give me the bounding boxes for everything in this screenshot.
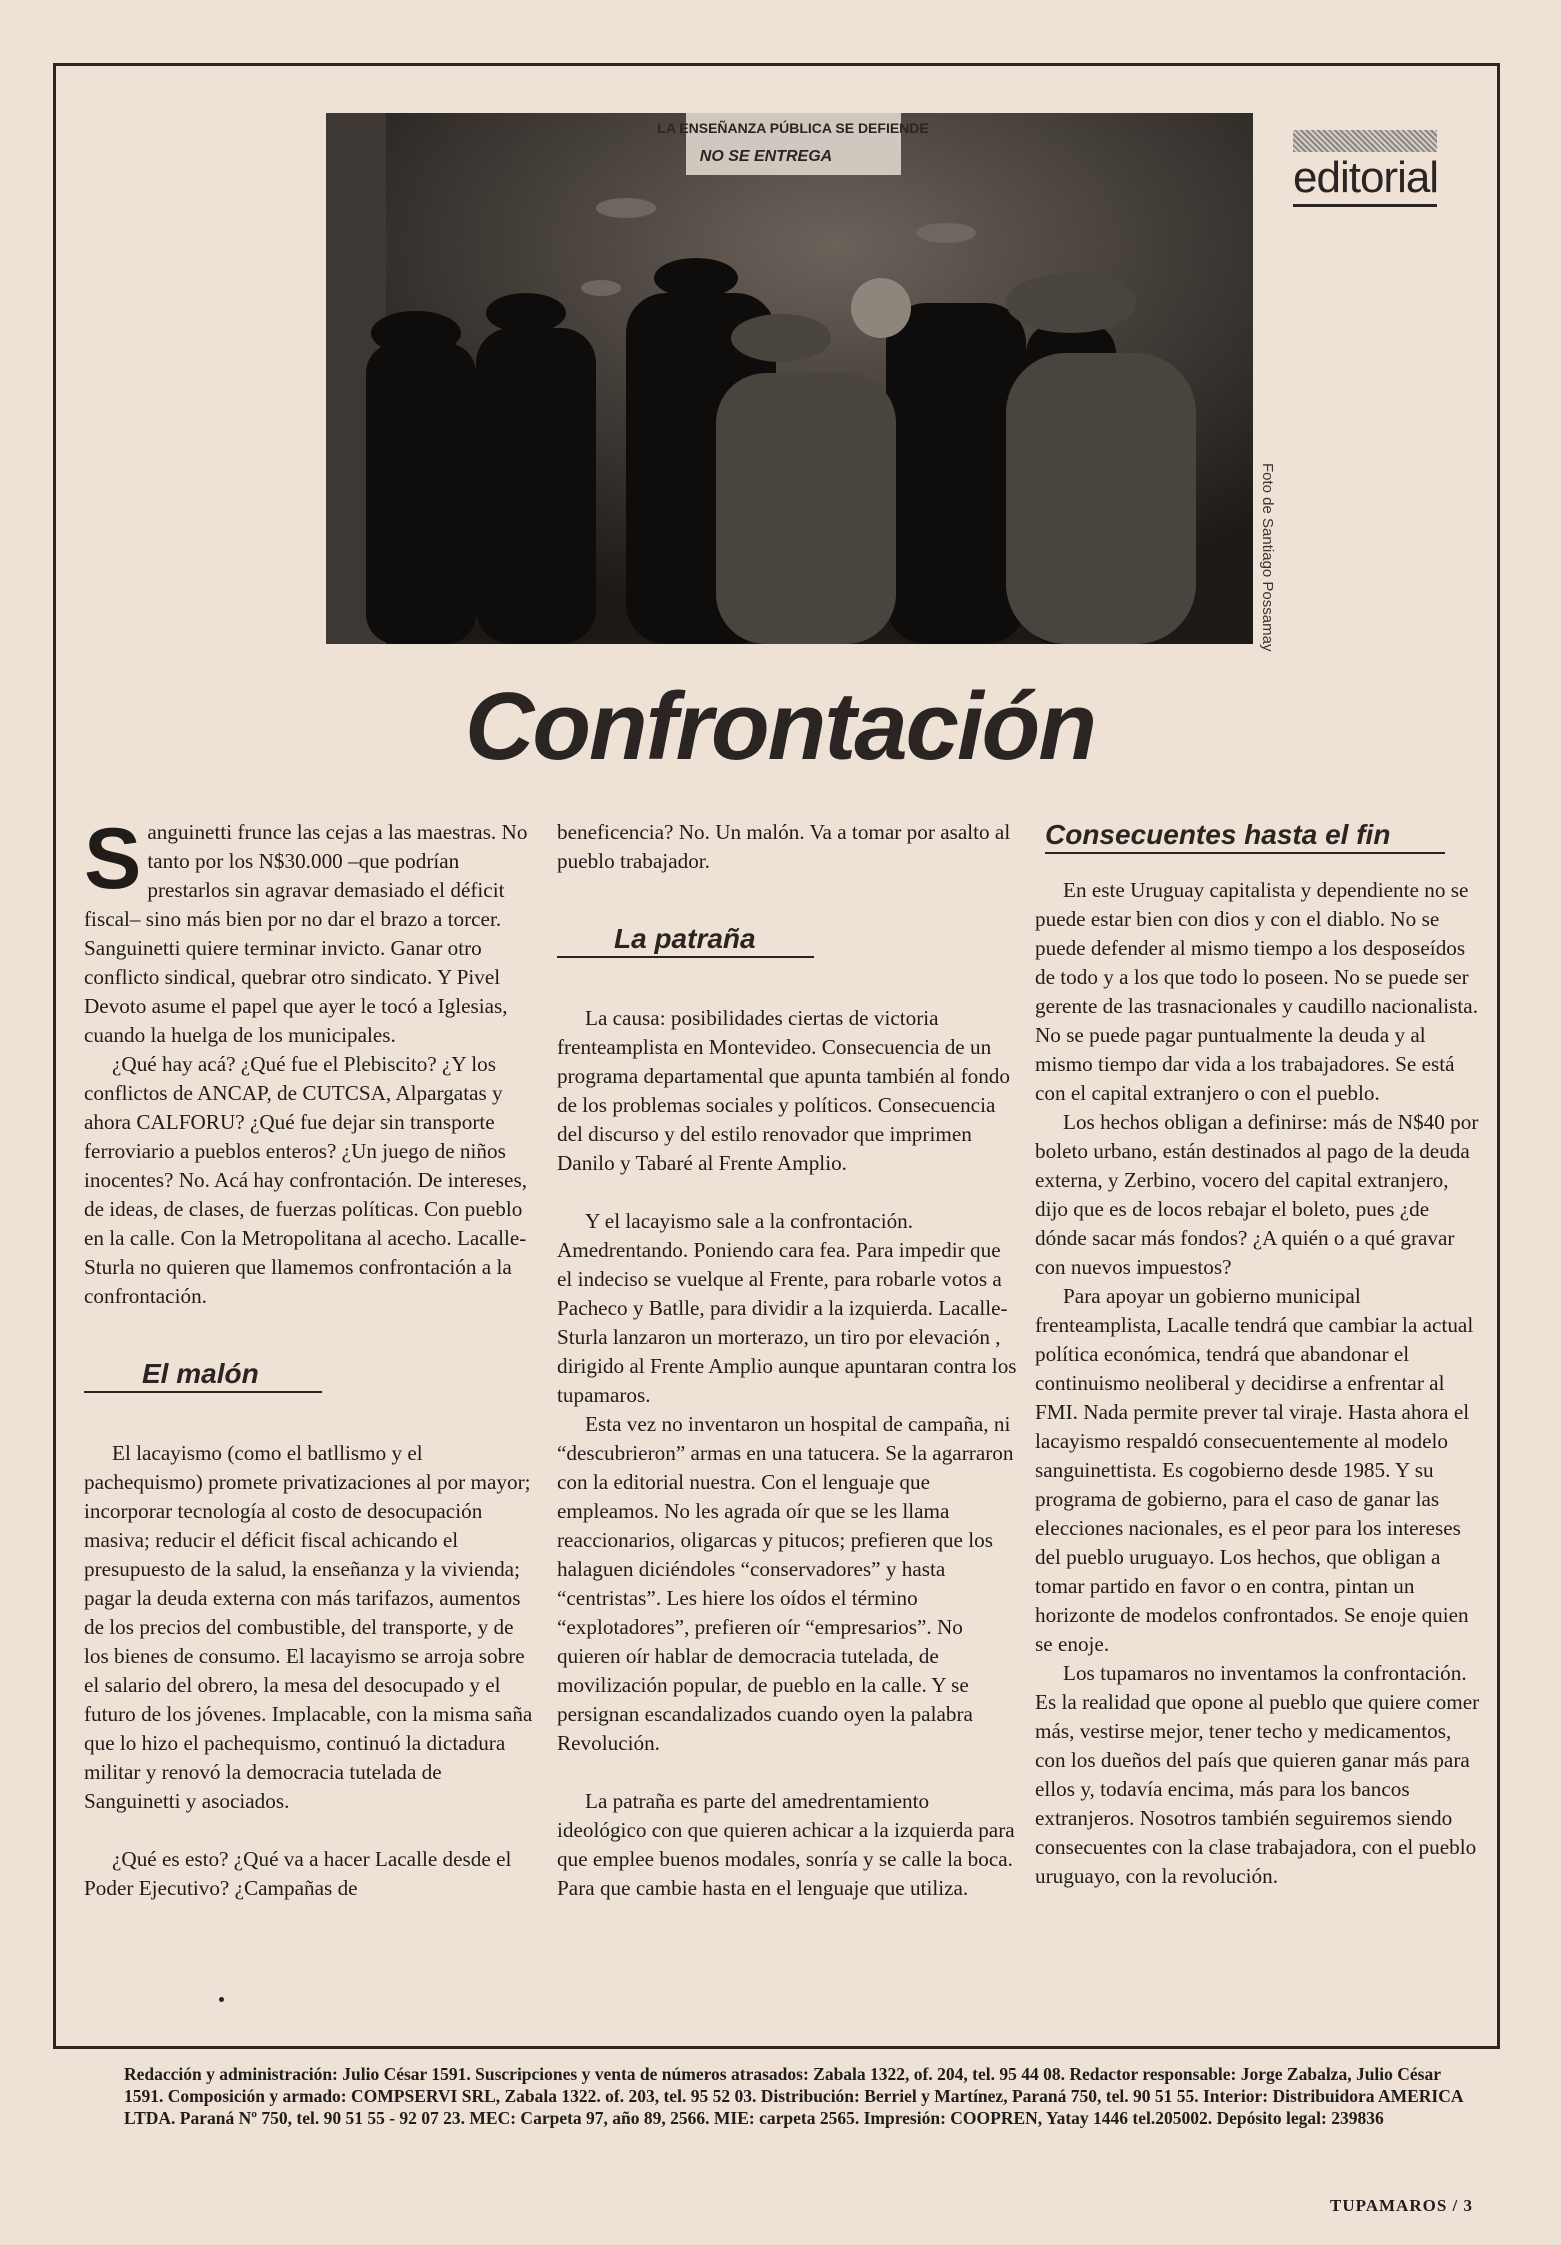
bullet-dot	[219, 1997, 224, 2002]
paragraph: En este Uruguay capitalista y dependiente no se puede estar bien con dios y con el diablo. No se puede defender al mismo tiempo a los desposeídos de todo y a los que todo lo poseen. No se puede ser gerente de las trasnacionales y caudillo nacionalista. No se puede pagar puntualmente la deuda y al mismo tiempo dar vida a los trabajadores. Se está con el capital extranjero o con el pueblo.	[1035, 878, 1478, 1105]
subhead-la-patrana: La patraña	[557, 922, 814, 958]
paragraph: La patraña es parte del amedrentamiento ideológico con que quieren achicar a la izquierda para que emplee buenos modales, sonría y se calle la boca. Para que cambie hasta en el lenguaje que utiliza.	[557, 1789, 1015, 1900]
paragraph: Los hechos obligan a definirse: más de N$40 por boleto urbano, están destinados al pago de la deuda externa, y Zerbino, vocero del capital extranjero, dijo que es de locos rebajar el boleto, pues ¿de dónde sacar más fondos? ¿A quién o a qué gravar con nuevos impuestos?	[1035, 1110, 1479, 1279]
section-tag-pattern	[1293, 130, 1437, 152]
paragraph: Y el lacayismo sale a la confrontación. Amedrentando. Poniendo cara fea. Para impedir que el indeciso se vuelque al Frente, para robarle votos a Pacheco y Batlle, para dividir a la izquierda. Lacalle-Sturla lanzaron un morterazo, un tiro por elevación , dirigido al Frente Amplio aunque apuntaran contra los tupamaros.	[557, 1209, 1017, 1407]
column-1	[84, 811, 534, 1903]
paragraph: La causa: posibilidades ciertas de victoria frenteamplista en Montevideo. Consecuencia de un programa departamental que apunta también al fondo de los problemas sociales y políticos. Consecuencia del discurso y del estilo renovador que imprimen Danilo y Tabaré al Frente Amplio.	[557, 1006, 1010, 1175]
paragraph: Esta vez no inventaron un hospital de campaña, ni “descubrieron” armas en una tatucera. Se la agarraron con la editorial nuestra. Con el lenguaje que empleamos. No les agrada oír que se les llama reaccionarios, oligarcas y pitucos; prefieren que los halaguen diciéndoles “conservadores” y hasta “centristas”. Les hiere los oídos el término “explotadores”, prefieren oír “empresarios”. No quieren oír hablar de democracia tutelada, de movilización popular, de pueblo en la calle. Y se persignan escandalizados cuando oyen la palabra Revolución.	[557, 1412, 1014, 1755]
photo-image	[326, 113, 1253, 644]
masthead-footer: Redacción y administración: Julio César 1591. Suscripciones y venta de números atrasados: Zabala 1322, of. 204, tel. 95 44 08. Redactor responsable: Jorge Zabalza, Julio César 1591. Composición y armado: COMPSERVI SRL, Zabala 1322. of. 203, tel. 95 52 03. Distribución: Berriel y Martínez, Paraná 750, tel. 90 51 55. Interior: Distribuidora AMERICA LTDA. Paraná Nº 750, tel. 90 51 55 - 92 07 23. MEC: Carpeta 97, año 89, 2566. MIE: carpeta 2565. Impresión: COOPREN, Yatay 1446 tel.205002. Depósito legal: 239836	[124, 2064, 1463, 2128]
subhead-el-malon: El malón	[84, 1357, 322, 1393]
paragraph: El lacayismo (como el batllismo y el pachequismo) promete privatizaciones al por mayor; incorporar tecnología al costo de desocupación masiva; reducir el déficit fiscal achicando el presupuesto de la salud, la enseñanza y la vivienda; pagar la deuda externa con más tarifazos, aumentos de los precios del combustible, del transporte, y de los bienes de consumo. El lacayismo se arroja sobre el salario del obrero, la mesa del desocupado y el futuro de los jóvenes. Implacable, con la misma saña que lo hizo el pachequismo, continuó la dictadura militar y renovó la democracia tutelada de Sanguinetti y asociados.	[84, 1441, 533, 1813]
banner-line1: LA ENSEÑANZA PÚBLICA SE DEFIENDE	[657, 120, 929, 136]
banner-line2: NO SE ENTREGA	[699, 148, 833, 165]
protest-photo	[326, 113, 1253, 644]
page-number: TUPAMAROS / 3	[1330, 2196, 1474, 2215]
column-2	[557, 818, 1017, 1903]
subhead-consecuentes: Consecuentes hasta el fin	[1045, 818, 1445, 854]
paragraph: ¿Qué es esto? ¿Qué va a hacer Lacalle desde el Poder Ejecutivo? ¿Campañas de	[84, 1847, 512, 1900]
paragraph: ¿Qué hay acá? ¿Qué fue el Plebiscito? ¿Y los conflictos de ANCAP, de CUTCSA, Alpargatas y ahora CALFORU? ¿Qué fue dejar sin transporte ferroviario a pueblos enteros? ¿Un juego de niños inocentes? No. Acá hay confrontación. De intereses, de ideas, de clases, de fuerzas políticas. Con pueblo en la calle. Con la Metropolitana al acecho. Lacalle-Sturla no quieren que llamemos confrontación a la confrontación.	[84, 1052, 528, 1308]
headline: Confrontación	[465, 673, 1095, 780]
photo-credit: Foto de Santiago Possamay	[1259, 463, 1276, 652]
column-3	[1035, 818, 1480, 1891]
section-rule	[1293, 204, 1437, 207]
paragraph	[84, 811, 534, 1050]
section-tag	[1293, 130, 1437, 207]
dropcap: S	[84, 811, 142, 907]
paragraph: Los tupamaros no inventamos la confrontación. Es la realidad que opone al pueblo que quiere comer más, vestirse mejor, tener techo y medicamentos, con los dueños del país que quieren ganar más para ellos y, todavía encima, más para los bancos extranjeros. Nosotros también seguiremos siendo consecuentes con la clase trabajadora, con el pueblo uruguayo, con la revolución.	[1035, 1661, 1480, 1888]
section-label: editorial	[1293, 153, 1439, 202]
paragraph: beneficencia? No. Un malón. Va a tomar por asalto al pueblo trabajador.	[557, 820, 1011, 873]
paragraph-text: anguinetti frunce las cejas a las maestras. No tanto por los N$30.000 –que podrían prestarlos sin agravar demasiado el déficit fiscal– sino más bien por no dar el brazo a torcer. Sanguinetti quiere terminar invicto. Ganar otro conflicto sindical, quebrar otro sindicato. Y Pivel Devoto asume el papel que ayer le tocó a Iglesias, cuando la huelga de los municipales.	[84, 820, 528, 1047]
paragraph: Para apoyar un gobierno municipal frenteamplista, Lacalle tendrá que cambiar la actual política económica, tendrá que abandonar el continuismo neoliberal y decidirse a enfrentar al FMI. Nada permite prever tal viraje. Hasta ahora el lacayismo respaldó consecuentemente al modelo sanguinettista. Es cogobierno desde 1985. Y su programa de gobierno, para el caso de ganar las elecciones nacionales, es el peor para los intereses del pueblo uruguayo. Los hechos, que obligan a tomar partido en favor o en contra, pintan un horizonte de modelos confrontados. Se enoje quien se enoje.	[1035, 1284, 1474, 1656]
